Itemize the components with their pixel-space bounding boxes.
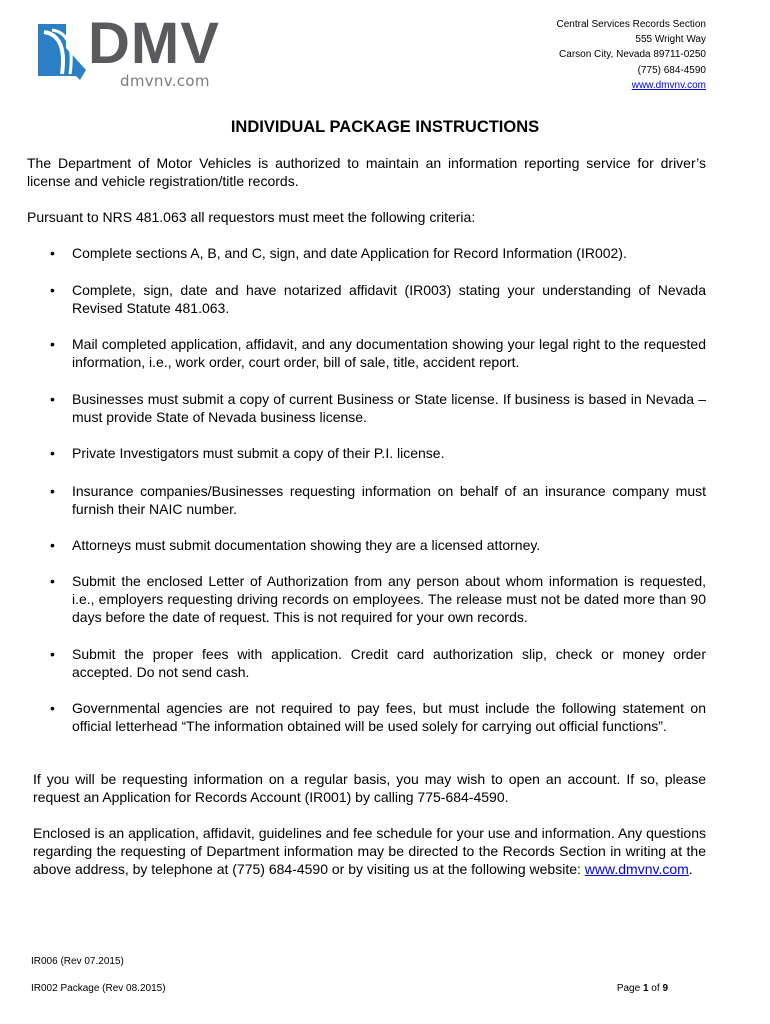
criteria-item: • Private Investigators must submit a copy of their P.I. license. [50,445,445,461]
criteria-item: • Complete, sign, date and have notarized affidavit (IR003) stating your understanding of Nevada Revised Statute 481.063. [50,282,706,316]
website-link-inline[interactable]: www.dmvnv.com [584,861,689,877]
logo-wordmark: DMV [88,11,220,76]
package-revision: IR002 Package (Rev 08.2015) [31,983,166,994]
criteria-item: • Mail completed application, affidavit, and any documentation showing your legal right to the requested information, i.e., work order, court order, bill of sale, title, accident report. [50,336,706,370]
bullet-icon: • [50,646,55,662]
address-phone: (775) 684-4590 [637,64,706,76]
criteria-item: • Businesses must submit a copy of current Business or State license. If business is based in Nevada – must provide State of Nevada business license. [50,391,706,425]
bullet-icon: • [50,445,55,461]
logo-url: dmvnv.com [120,72,210,90]
regular-basis-paragraph: If you will be requesting information on a regular basis, you may wish to open an account. If so, please request an Application for Records Account (IR001) by calling 775-684-4590. [33,771,706,805]
bullet-icon: • [50,537,55,553]
bullet-icon: • [50,391,55,407]
criteria-item: • Governmental agencies are not required to pay fees, but must include the following statement on official letterhead “The information obtained will be used solely for carrying out official functions”. [50,700,706,734]
bullet-icon: • [50,336,55,352]
address-line-3: Carson City, Nevada 89711-0250 [559,49,706,61]
address-line-1: Central Services Records Section [556,19,706,30]
bullet-icon: • [50,282,55,298]
intro-paragraph: The Department of Motor Vehicles is authorized to maintain an information reporting service for driver’s license and vehicle registration/title records. [27,155,706,189]
address-block [556,17,706,93]
bullet-icon: • [50,245,55,261]
bullet-icon: • [50,483,55,499]
website-link[interactable]: www.dmvnv.com [631,79,706,91]
bullet-icon: • [50,700,55,716]
address-line-2: 555 Wright Way [635,34,706,46]
bullet-icon: • [50,573,55,589]
criteria-item: • Submit the enclosed Letter of Authorization from any person about whom information is requested, i.e., employers requesting driving records on employees. The release must not be dated more than 90 days before the date of request. This is not required for your own records. [50,573,706,625]
form-revision: IR006 (Rev 07.2015) [31,956,124,967]
nevada-road-logo-icon [36,18,88,82]
page-number: Page 1 of 9 [616,983,668,994]
criteria-item: • Submit the proper fees with application. Credit card authorization slip, check or money order accepted. Do not send cash. [50,646,706,680]
page-title: INDIVIDUAL PACKAGE INSTRUCTIONS [230,118,540,136]
criteria-item: • Insurance companies/Businesses requesting information on behalf of an insurance company must furnish their NAIC number. [50,483,706,517]
dmv-logo [36,11,266,94]
criteria-item: • Complete sections A, B, and C, sign, and date Application for Record Information (IR002). [50,245,627,261]
pursuant-paragraph: Pursuant to NRS 481.063 all requestors must meet the following criteria: [27,209,476,225]
enclosed-paragraph: Enclosed is an application, affidavit, guidelines and fee schedule for your use and information. Any questions regarding the requesting of Department information may be directed to the Records Section in writing at the above address, by telephone at (775) 684-4590 or by visiting us at the following website: www.dmvnv.com. [33,825,706,877]
criteria-item: • Attorneys must submit documentation showing they are a licensed attorney. [50,537,541,553]
